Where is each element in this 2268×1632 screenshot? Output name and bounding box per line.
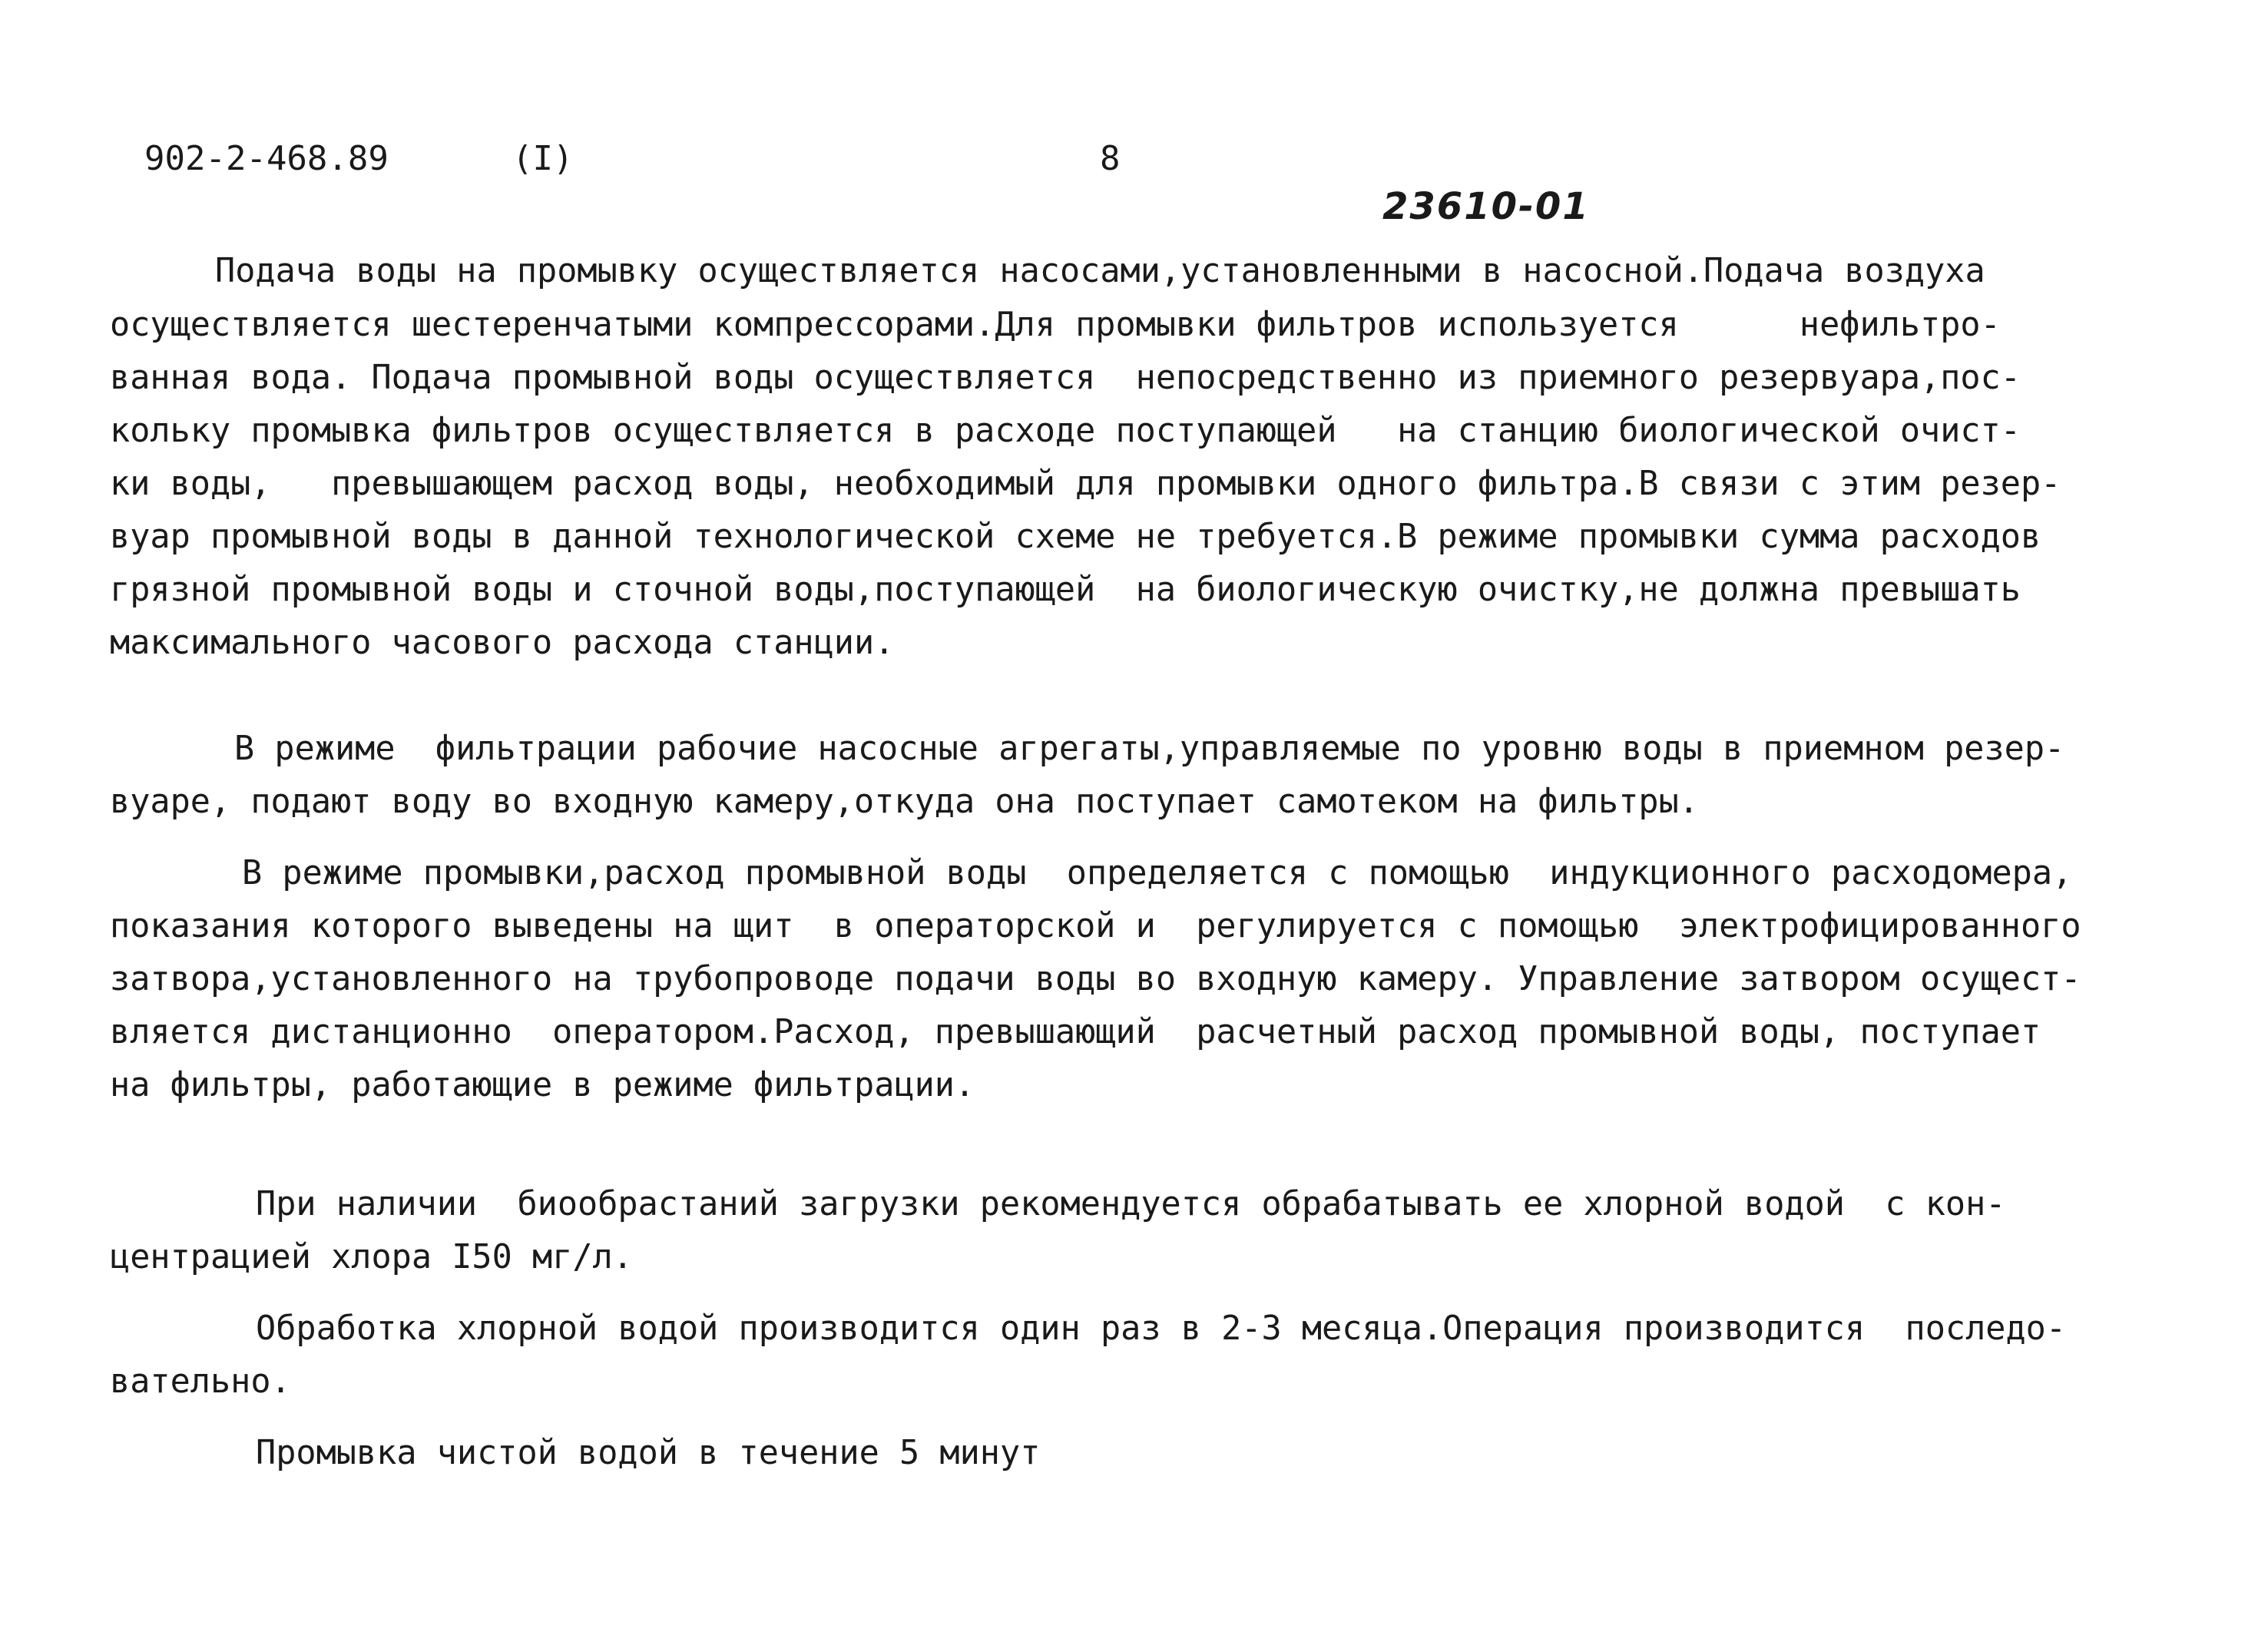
paragraph-line: Промывка чистой водой в течение 5 минут	[256, 1434, 1041, 1472]
paragraph-line: центрацией хлора I50 мг/л.	[110, 1238, 633, 1276]
paragraph-line: грязной промывной воды и сточной воды,поступающей на биологическую очистку,не должна превышать	[110, 571, 2021, 609]
paragraph-line: При наличии биообрастаний загрузки рекомендуется обрабатывать ее хлорной водой с кон-	[256, 1185, 2006, 1223]
paragraph-line: вательно.	[110, 1362, 291, 1401]
paragraph-line: Обработка хлорной водой производится один раз в 2-3 месяца.Операция производится последо-	[256, 1309, 2067, 1348]
paragraph-line: кольку промывка фильтров осуществляется в расходе поступающей на станцию биологической очист-	[110, 412, 2021, 450]
paragraph-line: осуществляется шестеренчатыми компрессорами.Для промывки фильтров используется нефильтро-	[110, 306, 2001, 344]
document-part: (I)	[512, 139, 574, 178]
paragraph-line: показания которого выведены на щит в операторской и регулируется с помощью электрофицированного	[110, 907, 2081, 945]
paragraph-line: В режиме фильтрации рабочие насосные агрегаты,управляемые по уровню воды в приемном резер-	[234, 730, 2065, 768]
paragraph-line: ванная вода. Подача промывной воды осуществляется непосредственно из приемного резервуара,пос-	[110, 359, 2021, 397]
paragraph-line: затвора,установленного на трубопроводе подачи воды во входную камеру. Управление затвором осущест-	[110, 960, 2081, 998]
paragraph-line: на фильтры, работающие в режиме фильтрации.	[110, 1066, 975, 1104]
paragraph-line: ки воды, превышающем расход воды, необходимый для промывки одного фильтра.В связи с этим резер-	[110, 465, 2061, 503]
paragraph-line: вуар промывной воды в данной технологической схеме не требуется.В режиме промывки сумма расходов	[110, 518, 2041, 556]
paragraph-line: вуаре, подают воду во входную камеру,откуда она поступает самотеком на фильтры.	[110, 783, 1699, 821]
page-number: 8	[1100, 139, 1121, 178]
paragraph-line: В режиме промывки,расход промывной воды определяется с помощью индукционного расходомера,	[242, 854, 2073, 892]
document-code: 902-2-468.89	[144, 139, 389, 178]
paragraph-line: максимального часового расхода станции.	[110, 624, 895, 662]
paragraph-line: Подача воды на промывку осуществляется насосами,установленными в насосной.Подача воздуха	[215, 252, 1985, 290]
archive-number: 23610-01	[1382, 185, 1590, 228]
paragraph-line: вляется дистанционно оператором.Расход, превышающий расчетный расход промывной воды, поступает	[110, 1013, 2041, 1051]
